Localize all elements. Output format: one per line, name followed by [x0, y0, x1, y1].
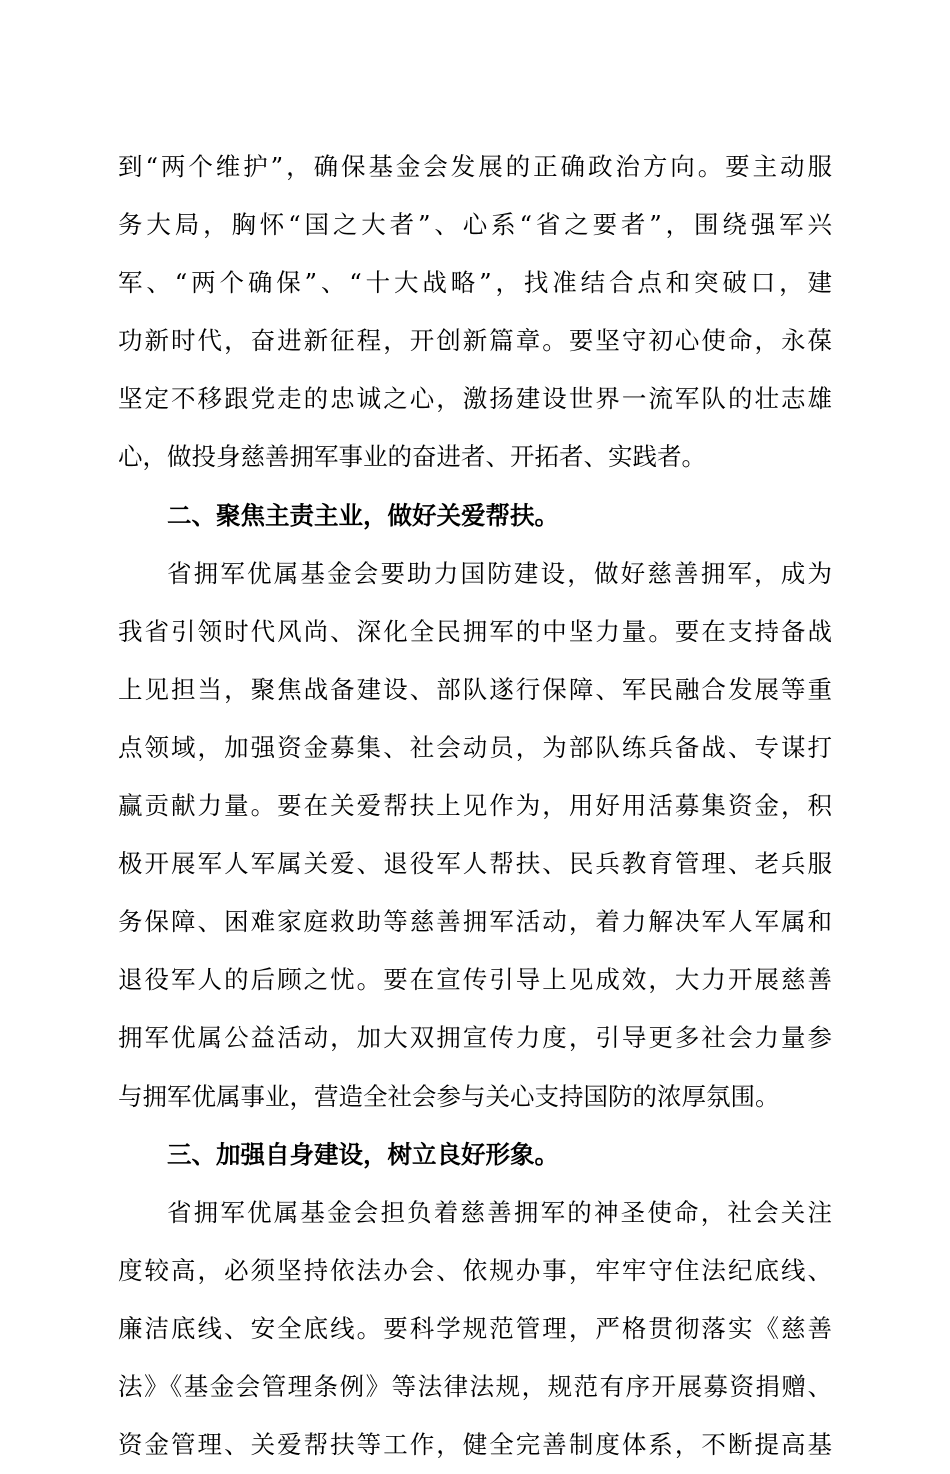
text-line: 省拥军优属基金会要助力国防建设，做好慈善拥军，成为	[167, 558, 832, 588]
text-line: 到“两个维护”，确保基金会发展的正确政治方向。要主动服	[118, 152, 832, 181]
text-line: 军、“两个确保”、“十大战略”，找准结合点和突破口，建	[118, 268, 832, 298]
text-line: 务大局，胸怀“国之大者”、心系“省之要者”，围绕强军兴	[118, 210, 832, 240]
text-line: 功新时代，奋进新征程，开创新篇章。要坚守初心使命，永葆	[118, 326, 832, 356]
text-line: 赢贡献力量。要在关爱帮扶上见作为，用好用活募集资金，积	[118, 791, 832, 821]
text-line: 拥军优属公益活动，加大双拥宣传力度，引导更多社会力量参	[118, 1023, 832, 1053]
text-line: 廉洁底线、安全底线。要科学规范管理，严格贯彻落实《慈善	[118, 1313, 832, 1343]
section-heading-2: 二、聚焦主责主业，做好关爱帮扶。	[167, 500, 559, 530]
text-line: 资金管理、关爱帮扶等工作，健全完善制度体系，不断提高基	[118, 1430, 832, 1460]
text-line: 法》《基金会管理条例》等法律法规，规范有序开展募资捐赠、	[118, 1371, 832, 1401]
text-line: 我省引领时代风尚、深化全民拥军的中坚力量。要在支持备战	[118, 616, 832, 646]
text-line: 坚定不移跟党走的忠诚之心，激扬建设世界一流军队的壮志雄	[118, 384, 832, 414]
text-line: 度较高，必须坚持依法办会、依规办事，牢牢守住法纪底线、	[118, 1255, 832, 1285]
text-line: 退役军人的后顾之忧。要在宣传引导上见成效，大力开展慈善	[118, 965, 832, 995]
text-line: 极开展军人军属关爱、退役军人帮扶、民兵教育管理、老兵服	[118, 849, 832, 879]
text-line: 上见担当，聚焦战备建设、部队遂行保障、军民融合发展等重	[118, 674, 832, 704]
text-line: 点领域，加强资金募集、社会动员，为部队练兵备战、专谋打	[118, 732, 832, 762]
text-line: 省拥军优属基金会担负着慈善拥军的神圣使命，社会关注	[167, 1197, 832, 1227]
section-heading-3: 三、加强自身建设，树立良好形象。	[167, 1139, 559, 1169]
body-text	[118, 138, 832, 1474]
text-line: 与拥军优属事业，营造全社会参与关心支持国防的浓厚氛围。	[118, 1081, 780, 1111]
text-line: 心，做投身慈善拥军事业的奋进者、开拓者、实践者。	[118, 442, 706, 472]
text-line: 务保障、困难家庭救助等慈善拥军活动，着力解决军人军属和	[118, 907, 832, 937]
